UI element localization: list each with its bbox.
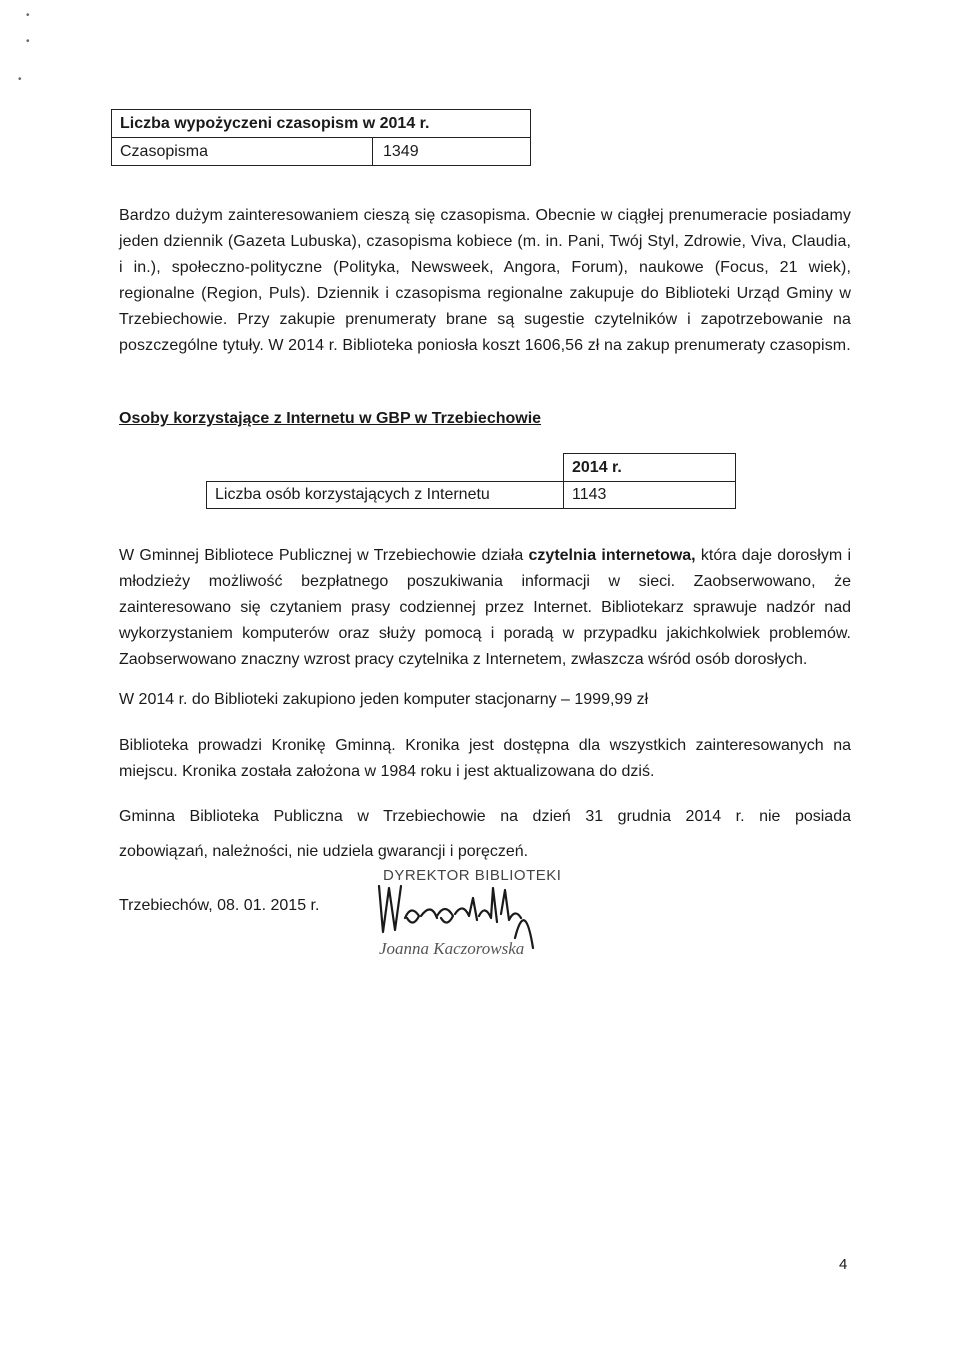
loan-table [111, 109, 531, 166]
stamp-title: DYREKTOR BIBLIOTEKI [383, 867, 562, 884]
internet-table [206, 453, 736, 509]
loan-table-label: Czasopisma [112, 138, 373, 165]
scan-dot: • [26, 36, 30, 47]
internet-paragraph [119, 543, 851, 673]
internet-table-value: 1143 [572, 486, 607, 503]
loan-table-value: 1349 [383, 143, 419, 160]
loan-table-title: Liczba wypożyczeni czasopism w 2014 r. [112, 110, 530, 138]
obligations-line2: zobowiązań, należności, nie udziela gwarancji i poręczeń. [119, 843, 529, 860]
internet-paragraph-part1: W Gminnej Bibliotece Publicznej w Trzebiechowie działa [119, 547, 529, 564]
scan-dot: • [18, 74, 22, 85]
internet-table-year: 2014 r. [563, 453, 736, 481]
page-number: 4 [839, 1256, 848, 1273]
obligations-line1: Gminna Biblioteka Publiczna w Trzebiechowie na dzień 31 grudnia 2014 r. nie posiada [119, 808, 851, 825]
internet-paragraph-bold: czytelnia internetowa, [528, 547, 696, 564]
loan-table-row [112, 138, 530, 165]
chronicle-paragraph: Biblioteka prowadzi Kronikę Gminną. Kronika jest dostępna dla wszystkich zainteresowanych na miejscu. Kronika została założona w 1984 roku i jest aktualizowana do dziś. [119, 737, 851, 780]
stamp-name: Joanna Kaczorowska [379, 939, 525, 958]
scan-dot: • [26, 10, 30, 21]
place-date: Trzebiechów, 08. 01. 2015 r. [119, 897, 320, 914]
periodicals-paragraph: Bardzo dużym zainteresowaniem cieszą się czasopisma. Obecnie w ciągłej prenumeracie posiadamy jeden dziennik (Gazeta Lubuska), czasopisma kobiece (m. in. Pani, Twój Styl, Zdrowie, Viva, Claudia, i in.), społeczno-polityczne (Polityka, Newsweek, Angora, Forum), naukowe (Focus, 21 wiek), regionalne (Region, Puls). Dziennik i czasopisma regionalne zakupuje do Biblioteki Urząd Gminy w Trzebiechowie. Przy zakupie prenumeraty brane są sugestie czytelników i zapotrzebowanie na poszczególne tytuły. W 2014 r. Biblioteka poniosła koszt 1606,56 zł na zakup prenumeraty czasopism. [119, 207, 851, 354]
internet-table-label: Liczba osób korzystających z Internetu [207, 482, 564, 508]
internet-paragraph-part2: która daje dorosłym i młodzieży możliwość bezpłatnego poszukiwania informacji w sieci. Zaobserwowano, że zainteresowano się czytaniem prasy codziennej przez Internet. Bibliotekarz sprawuje nadzór nad wykorzystaniem komputerów oraz służy pomocą i poradą w przypadku jakichkolwiek problemów. Zaobserwowano znaczny wzrost pracy czytelnika z Internetem, zwłaszcza wśród osób dorosłych. [119, 547, 851, 668]
internet-table-row [206, 481, 736, 509]
director-stamp [365, 858, 575, 968]
computer-purchase-line: W 2014 r. do Biblioteki zakupiono jeden komputer stacjonarny – 1999,99 zł [119, 691, 649, 708]
internet-heading: Osoby korzystające z Internetu w GBP w Trzebiechowie [119, 410, 542, 427]
